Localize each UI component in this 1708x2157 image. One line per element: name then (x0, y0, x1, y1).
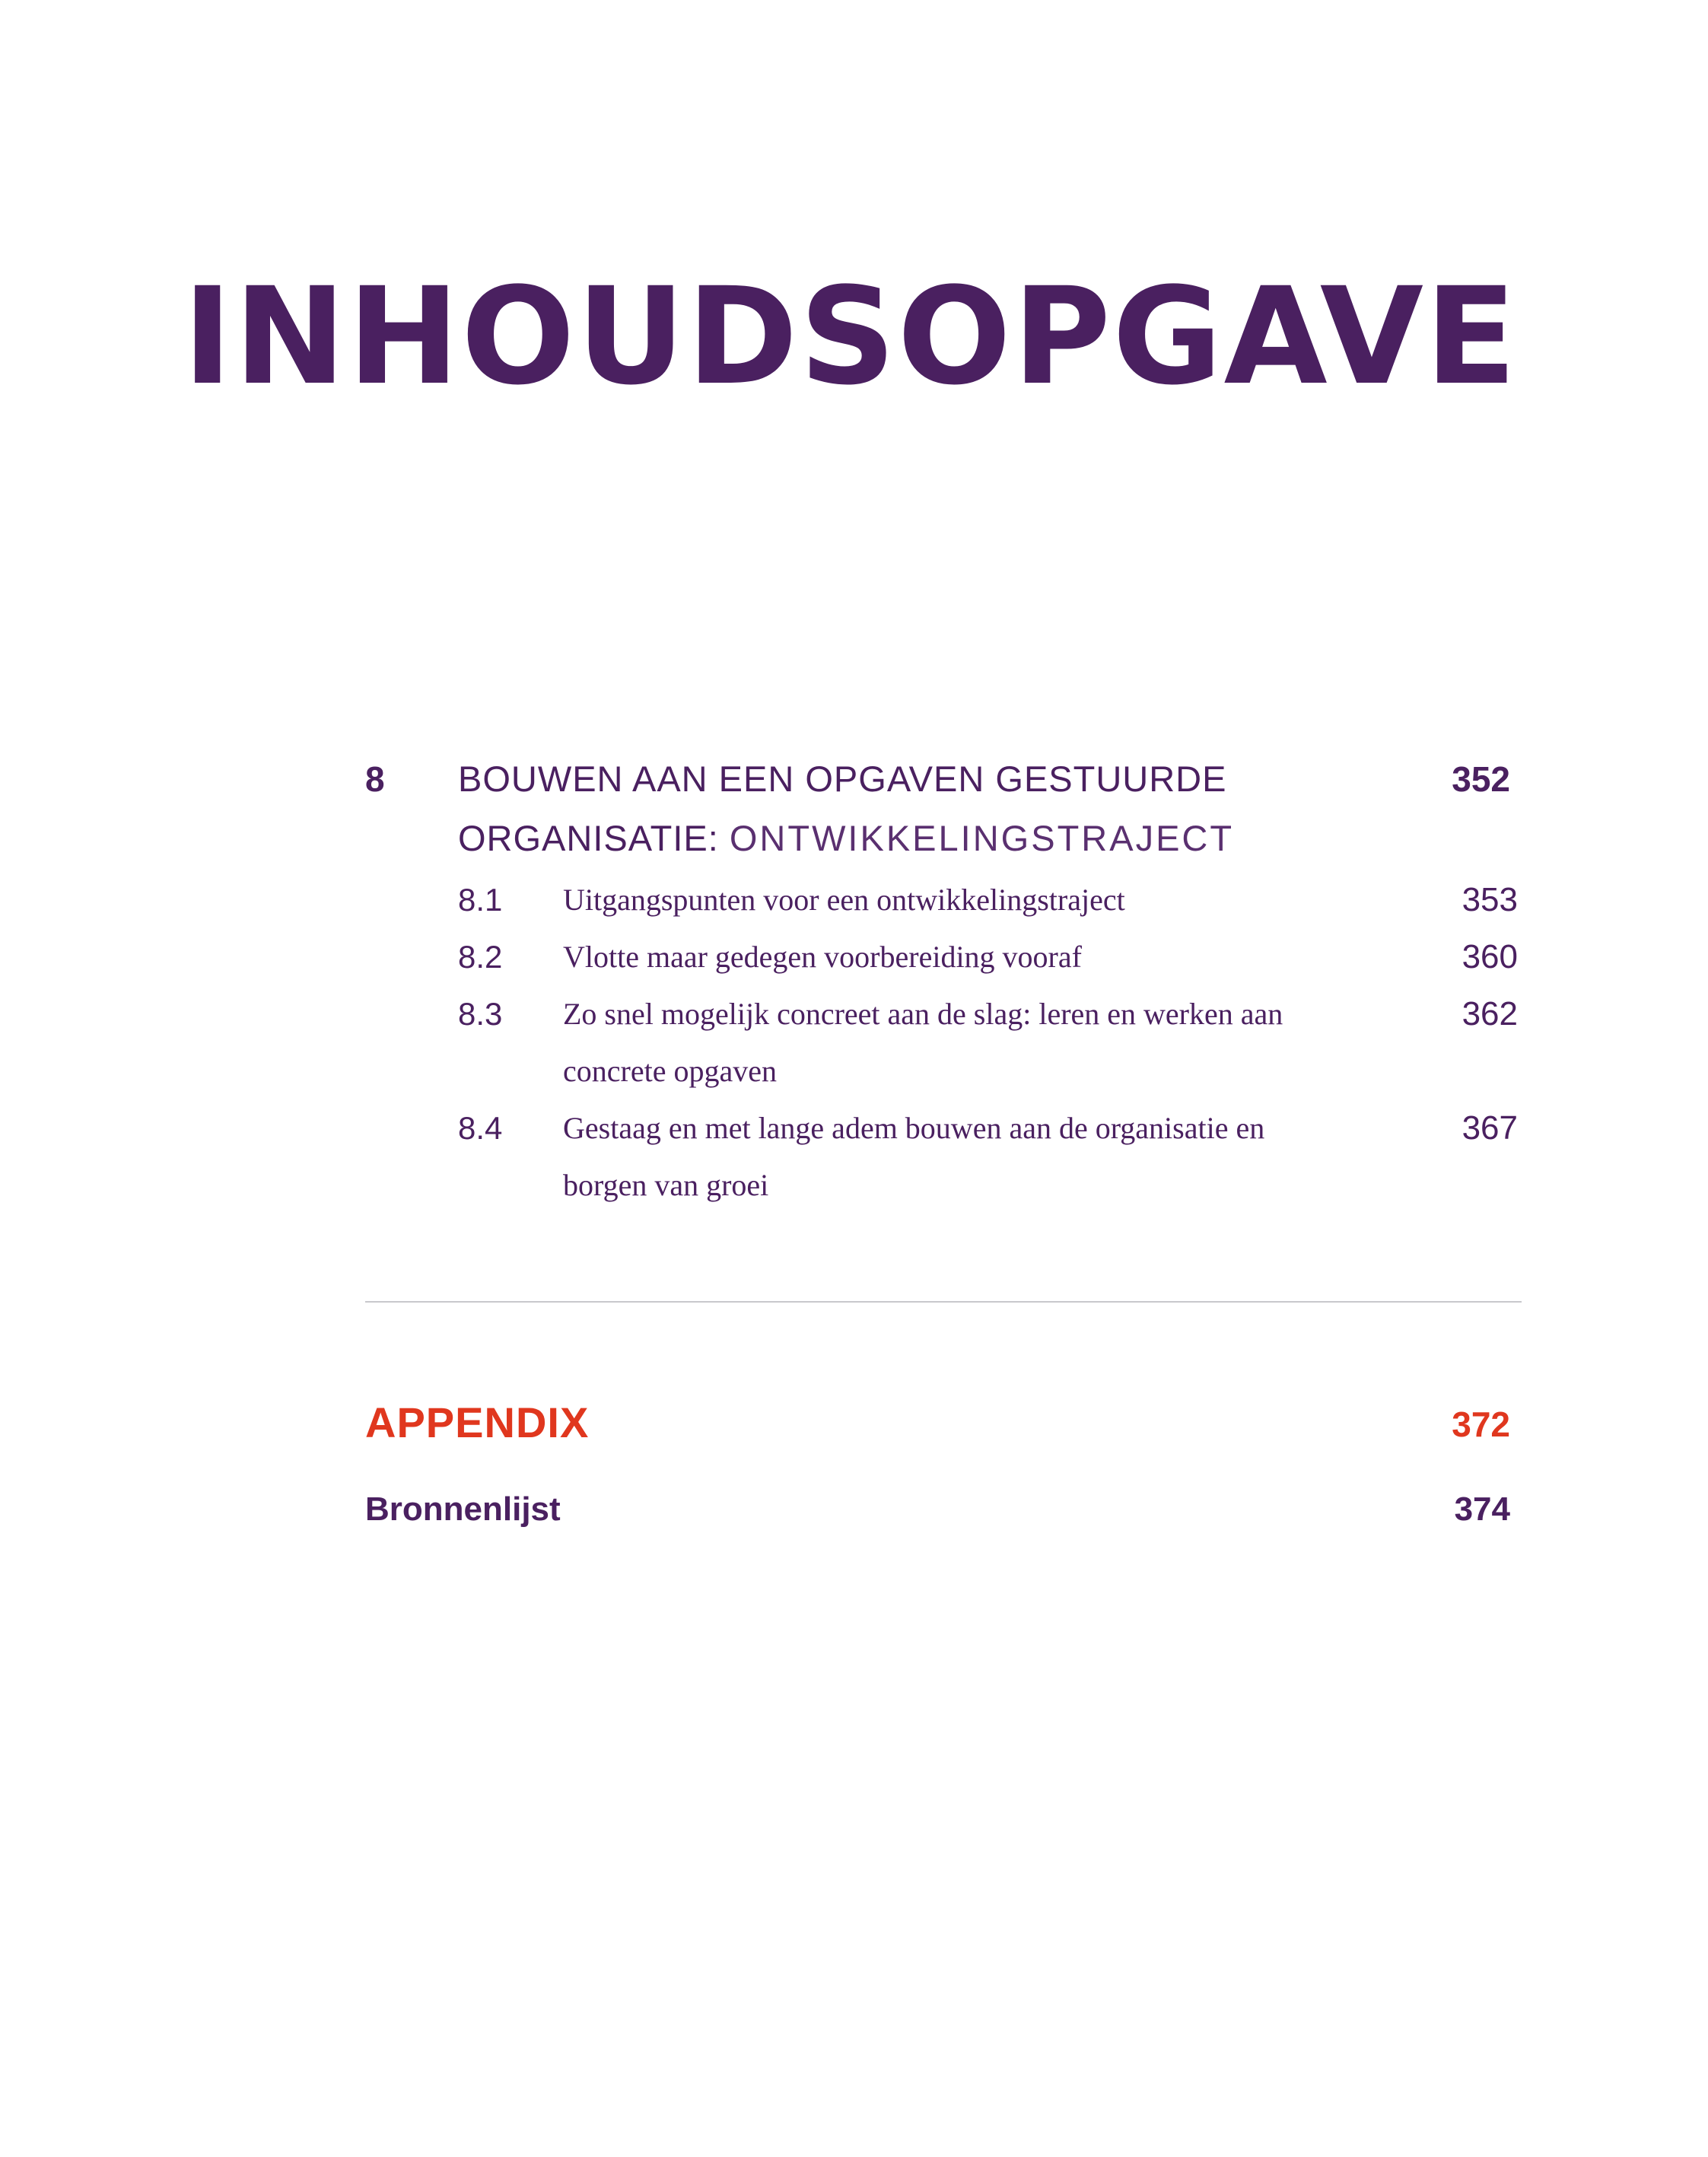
section-entry-8-4[interactable] (365, 1099, 1522, 1214)
chapter-title-main: BOUWEN AAN EEN OPGAVEN GESTUURDE ORGANISATIE: (458, 759, 1227, 858)
section-title: Uitgangspunten voor een ontwikkelingstraject (563, 883, 1125, 917)
bronnenlijst-page-number: 374 (1454, 1490, 1510, 1528)
chapter-title (458, 749, 1333, 868)
page-title: INHOUDSOPGAVE (183, 259, 1519, 415)
appendix-block (365, 1392, 1522, 1540)
section-number: 8.1 (458, 882, 503, 918)
section-entry-8-2[interactable] (365, 928, 1522, 985)
section-number: 8.3 (458, 996, 503, 1032)
section-title: Gestaag en met lange adem bouwen aan de organisatie en borgen van groei (563, 1111, 1265, 1202)
appendix-title: APPENDIX (365, 1398, 590, 1446)
chapter-page-number: 352 (1452, 759, 1510, 799)
chapter-number: 8 (365, 759, 385, 799)
appendix-page-number: 372 (1452, 1405, 1510, 1444)
section-page-number: 362 (1462, 995, 1518, 1032)
section-page-number: 353 (1462, 881, 1518, 918)
section-title: Vlotte maar gedegen voorbereiding vooraf (563, 940, 1082, 974)
section-title: Zo snel mogelijk concreet aan de slag: leren en werken aan concrete opgaven (563, 997, 1283, 1088)
section-list (365, 871, 1522, 1214)
section-page-number: 367 (1462, 1109, 1518, 1147)
divider (365, 1301, 1522, 1303)
chapter-title-sub: ONTWIKKELINGSTRAJECT (729, 818, 1235, 858)
section-entry-8-1[interactable] (365, 871, 1522, 928)
bronnenlijst-title: Bronnenlijst (365, 1490, 561, 1528)
chapter-entry[interactable] (365, 749, 1522, 871)
section-page-number: 360 (1462, 938, 1518, 975)
table-of-contents (365, 749, 1522, 1214)
section-entry-8-3[interactable] (365, 985, 1522, 1099)
bronnenlijst-entry[interactable] (365, 1479, 1522, 1540)
section-number: 8.4 (458, 1110, 503, 1146)
section-number: 8.2 (458, 939, 503, 975)
appendix-entry[interactable] (365, 1392, 1522, 1461)
